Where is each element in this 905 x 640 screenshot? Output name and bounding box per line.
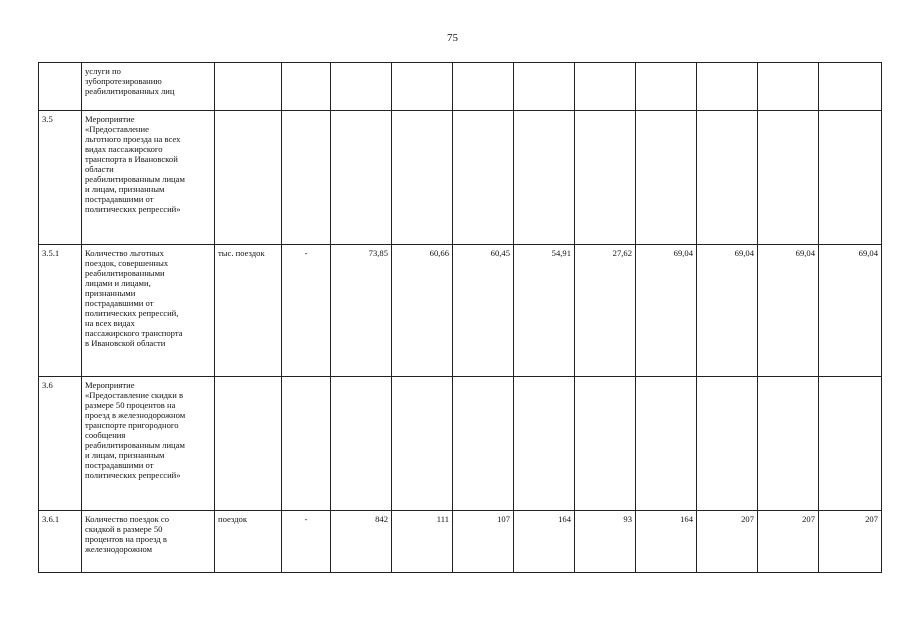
row-value: 164 — [514, 511, 575, 573]
row-value — [697, 377, 758, 511]
row-base-value: - — [282, 511, 331, 573]
table-row — [39, 245, 882, 377]
row-value — [636, 63, 697, 111]
row-value — [758, 377, 819, 511]
row-value: 93 — [575, 511, 636, 573]
row-base-value: - — [282, 245, 331, 377]
row-value: 107 — [453, 511, 514, 573]
row-value — [331, 111, 392, 245]
row-value — [514, 63, 575, 111]
row-value: 60,66 — [392, 245, 453, 377]
row-value: 842 — [331, 511, 392, 573]
row-unit — [215, 377, 282, 511]
row-value — [331, 377, 392, 511]
indicators-table — [38, 62, 882, 573]
row-number: 3.5 — [39, 111, 82, 245]
row-value — [453, 63, 514, 111]
row-unit — [215, 63, 282, 111]
row-value: 54,91 — [514, 245, 575, 377]
row-value — [819, 111, 882, 245]
row-value — [697, 111, 758, 245]
row-value: 164 — [636, 511, 697, 573]
table-row — [39, 511, 882, 573]
row-value: 60,45 — [453, 245, 514, 377]
row-number: 3.6.1 — [39, 511, 82, 573]
table-row — [39, 63, 882, 111]
row-value: 69,04 — [697, 245, 758, 377]
table-row — [39, 111, 882, 245]
row-description: Количество льготных поездок, совершенных реабилитированными лицами и лицами, признанными пострадавшими от политических репрессий, на всех видах пассажирского транспорта в Ивановской области — [82, 245, 215, 377]
row-base-value — [282, 377, 331, 511]
row-value — [331, 63, 392, 111]
row-value: 69,04 — [758, 245, 819, 377]
row-value — [575, 63, 636, 111]
row-value: 73,85 — [331, 245, 392, 377]
row-description: Мероприятие «Предоставление скидки в размере 50 процентов на проезд в железнодорожном транспорте пригородного сообщения реабилитированным лицам и лицам, признанным пострадавшими от политических репрессий» — [82, 377, 215, 511]
row-value — [392, 111, 453, 245]
row-number — [39, 63, 82, 111]
row-value — [514, 377, 575, 511]
row-value — [514, 111, 575, 245]
row-value: 207 — [758, 511, 819, 573]
row-unit: поездок — [215, 511, 282, 573]
row-value: 111 — [392, 511, 453, 573]
row-description: Количество поездок со скидкой в размере 50 процентов на проезд в железнодорожном — [82, 511, 215, 573]
row-value — [453, 377, 514, 511]
row-value — [636, 111, 697, 245]
row-value: 207 — [819, 511, 882, 573]
row-unit: тыс. поездок — [215, 245, 282, 377]
row-value — [819, 63, 882, 111]
table-row — [39, 377, 882, 511]
page-number: 75 — [447, 32, 458, 44]
row-unit — [215, 111, 282, 245]
row-number: 3.5.1 — [39, 245, 82, 377]
row-value — [575, 111, 636, 245]
row-value: 27,62 — [575, 245, 636, 377]
row-description: услуги по зубопротезированию реабилитированных лиц — [82, 63, 215, 111]
row-value — [758, 63, 819, 111]
row-value: 207 — [697, 511, 758, 573]
row-base-value — [282, 111, 331, 245]
row-value — [453, 111, 514, 245]
row-base-value — [282, 63, 331, 111]
row-value — [575, 377, 636, 511]
row-value — [392, 377, 453, 511]
row-value — [697, 63, 758, 111]
row-value — [819, 377, 882, 511]
row-value: 69,04 — [819, 245, 882, 377]
row-value: 69,04 — [636, 245, 697, 377]
row-value — [636, 377, 697, 511]
row-value — [392, 63, 453, 111]
row-description: Мероприятие «Предоставление льготного проезда на всех видах пассажирского транспорта в Ивановской области реабилитированным лицам и лицам, признанным пострадавшими от политических репрессий» — [82, 111, 215, 245]
row-value — [758, 111, 819, 245]
row-number: 3.6 — [39, 377, 82, 511]
